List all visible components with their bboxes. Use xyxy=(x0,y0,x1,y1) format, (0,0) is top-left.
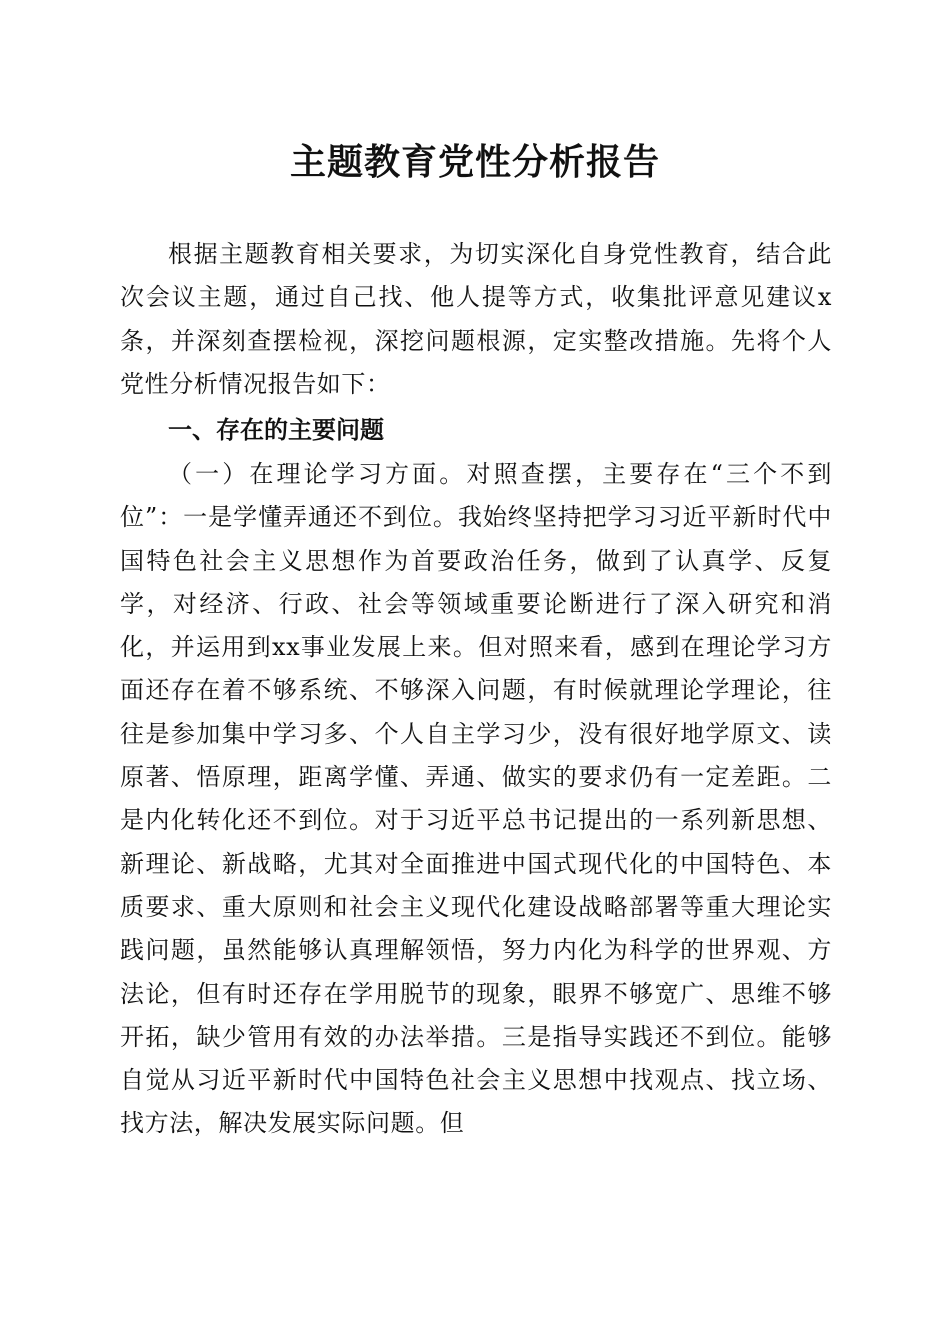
section-heading: 一、存在的主要问题 xyxy=(168,416,384,444)
subsection-heading: （一）在理论学习方面。 xyxy=(168,460,467,488)
document-title: 主题教育党性分析报告 xyxy=(289,141,660,183)
theory-study-paragraph xyxy=(120,453,832,1146)
intro-paragraph: 根据主题教育相关要求，为切实深化自身党性教育，结合此次会议主题，通过自己找、他人提等方式，收集批评意见建议x条，并深刻查摆检视，深挖问题根源，定实整改措施。先将个人党性分析情况报告如下： xyxy=(120,240,832,398)
subsection-body: 对照查摆，主要存在“三个不到位”：一是学懂弄通还不到位。我始终坚持把学习习近平新时代中国特色社会主义思想作为首要政治任务，做到了认真学、反复学，对经济、行政、社会等领域重要论断进行了深入研究和消化，并运用到xx事业发展上来。但对照来看，感到在理论学习方面还存在着不够系统、不够深入问题，有时候就理论学理论，往往是参加集中学习多、个人自主学习少，没有很好地学原文、读原著、悟原理，距离学懂、弄通、做实的要求仍有一定差距。二是内化转化还不到位。对于习近平总书记提出的一系列新思想、新理论、新战略，尤其对全面推进中国式现代化的中国特色、本质要求、重大原则和社会主义现代化建设战略部署等重大理论实践问题，虽然能够认真理解领悟，努力内化为科学的世界观、方法论，但有时还存在学用脱节的现象，眼界不够宽广、思维不够开拓，缺少管用有效的办法举措。三是指导实践还不到位。能够自觉从习近平新时代中国特色社会主义思想中找观点、找立场、找方法，解决发展实际问题。但 xyxy=(120,460,832,1138)
